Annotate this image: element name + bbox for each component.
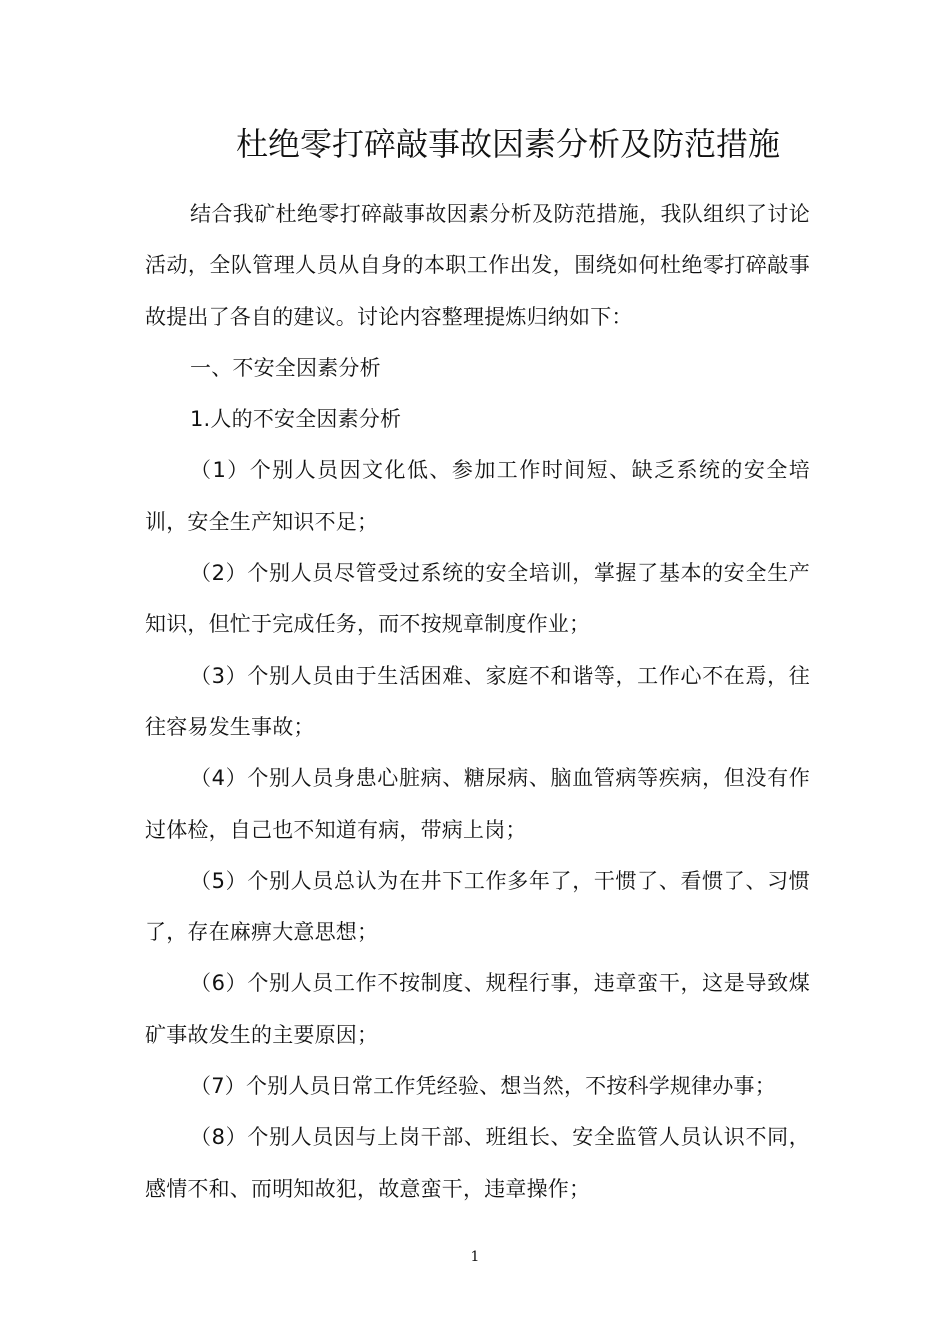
list-item-7: （7）个别人员日常工作凭经验、想当然，不按科学规律办事；	[190, 1074, 776, 1099]
list-item-5: （5）个别人员总认为在井下工作多年了，干惯了、看惯了、习惯了，存在麻痹大意思想；	[145, 868, 810, 945]
document-title: 杜绝零打碎敲事故因素分析及防范措施	[235, 125, 780, 163]
list-item-3: （3）个别人员由于生活困难、家庭不和谐等，工作心不在焉，往往容易发生事故；	[145, 663, 810, 739]
paragraph-intro: 结合我矿杜绝零打碎敲事故因素分析及防范措施，我队组织了讨论活动，全队管理人员从自身的本职工作出发，围绕如何杜绝零打碎敲事故提出了各自的建议。讨论内容整理提炼归纳如下：	[145, 202, 810, 329]
page-number: 1	[470, 1249, 480, 1265]
list-item-1: （1）个别人员因文化低、参加工作时间短、缺乏系统的安全培训，安全生产知识不足；	[145, 458, 810, 534]
document-body	[145, 189, 810, 1215]
list-item-2: （2）个别人员尽管受过系统的安全培训，掌握了基本的安全生产知识，但忙于完成任务，而不按规章制度作业；	[145, 561, 810, 637]
list-item-8: （8）个别人员因与上岗干部、班组长、安全监管人员认识不同，感情不和、而明知故犯，故意蛮干，违章操作；	[145, 1125, 810, 1201]
section-heading-1: 一、不安全因素分析	[190, 355, 381, 380]
subsection-heading-1: 1.人的不安全因素分析	[190, 407, 402, 432]
list-item-6: （6）个别人员工作不按制度、规程行事，违章蛮干，这是导致煤矿事故发生的主要原因；	[145, 971, 810, 1047]
list-item-4: （4）个别人员身患心脏病、糖尿病、脑血管病等疾病，但没有作过体检，自己也不知道有病，带病上岗；	[145, 766, 810, 842]
